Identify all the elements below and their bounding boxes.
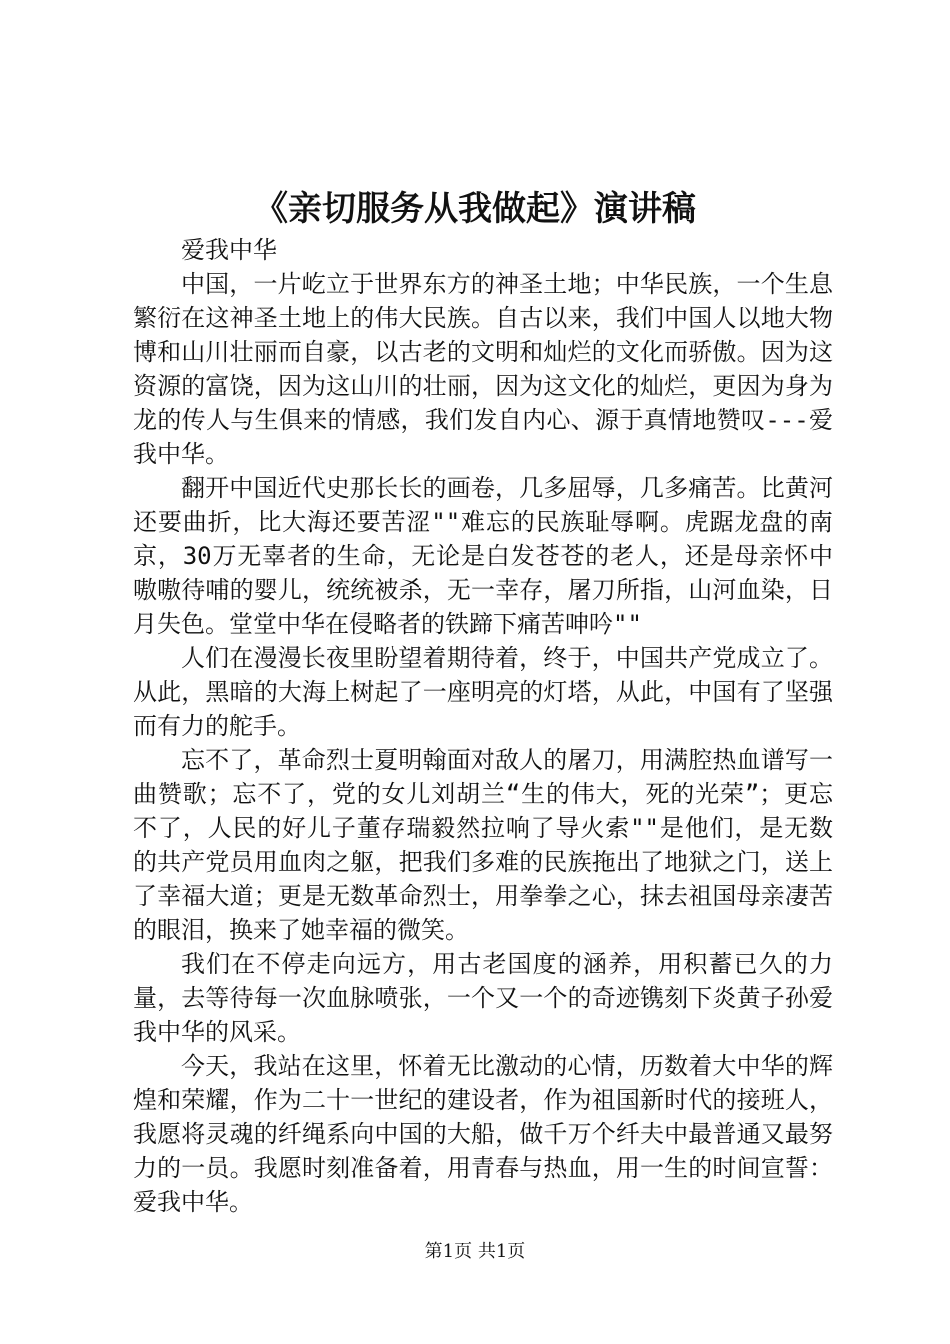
paragraph: 今天，我站在这里，怀着无比激动的心情，历数着大中华的辉煌和荣耀，作为二十一世纪的建设者，作为祖国新时代的接班人，我愿将灵魂的纤绳系向中国的大船，做千万个纤夫中最普通又最努力的一员。我愿时刻准备着，用青春与热血，用一生的时间宣誓：爱我中华。 bbox=[133, 1052, 833, 1216]
document-body bbox=[133, 233, 833, 1219]
paragraph: 中国，一片屹立于世界东方的神圣土地；中华民族，一个生息繁衍在这神圣土地上的伟大民族。自古以来，我们中国人以地大物博和山川壮丽而自豪，以古老的文明和灿烂的文化而骄傲。因为这资源的富饶，因为这山川的壮丽，因为这文化的灿烂，更因为身为龙的传人与生俱来的情感，我们发自内心、源于真情地赞叹---爱我中华。 bbox=[133, 270, 833, 468]
document-title: 《亲切服务从我做起》演讲稿 bbox=[254, 189, 696, 229]
paragraph: 我们在不停走向远方，用古老国度的涵养，用积蓄已久的力量，去等待每一次血脉喷张，一个又一个的奇迹镌刻下炎黄子孙爱我中华的风采。 bbox=[133, 950, 833, 1046]
paragraph: 人们在漫漫长夜里盼望着期待着，终于，中国共产党成立了。从此，黑暗的大海上树起了一座明亮的灯塔，从此，中国有了坚强而有力的舵手。 bbox=[133, 644, 833, 740]
paragraph: 翻开中国近代史那长长的画卷，几多屈辱，几多痛苦。比黄河还要曲折，比大海还要苦涩""难忘的民族耻辱啊。虎踞龙盘的南京，30万无辜者的生命，无论是白发苍苍的老人，还是母亲怀中嗷嗷待哺的婴儿，统统被杀，无一幸存，屠刀所指，山河血染，日月失色。堂堂中华在侵略者的铁蹄下痛苦呻吟"" bbox=[133, 474, 833, 638]
page-footer: 第1页 共1页 bbox=[424, 1241, 526, 1262]
paragraph: 忘不了，革命烈士夏明翰面对敌人的屠刀，用满腔热血谱写一曲赞歌；忘不了，党的女儿刘胡兰“生的伟大，死的光荣”；更忘不了，人民的好儿子董存瑞毅然拉响了导火索""是他们，是无数的共产党员用血肉之躯，把我们多难的民族拖出了地狱之门，送上了幸福大道；更是无数革命烈士，用拳拳之心，抹去祖国母亲凄苦的眼泪，换来了她幸福的微笑。 bbox=[133, 746, 833, 944]
paragraph-subtitle: 爱我中华 bbox=[181, 236, 277, 264]
